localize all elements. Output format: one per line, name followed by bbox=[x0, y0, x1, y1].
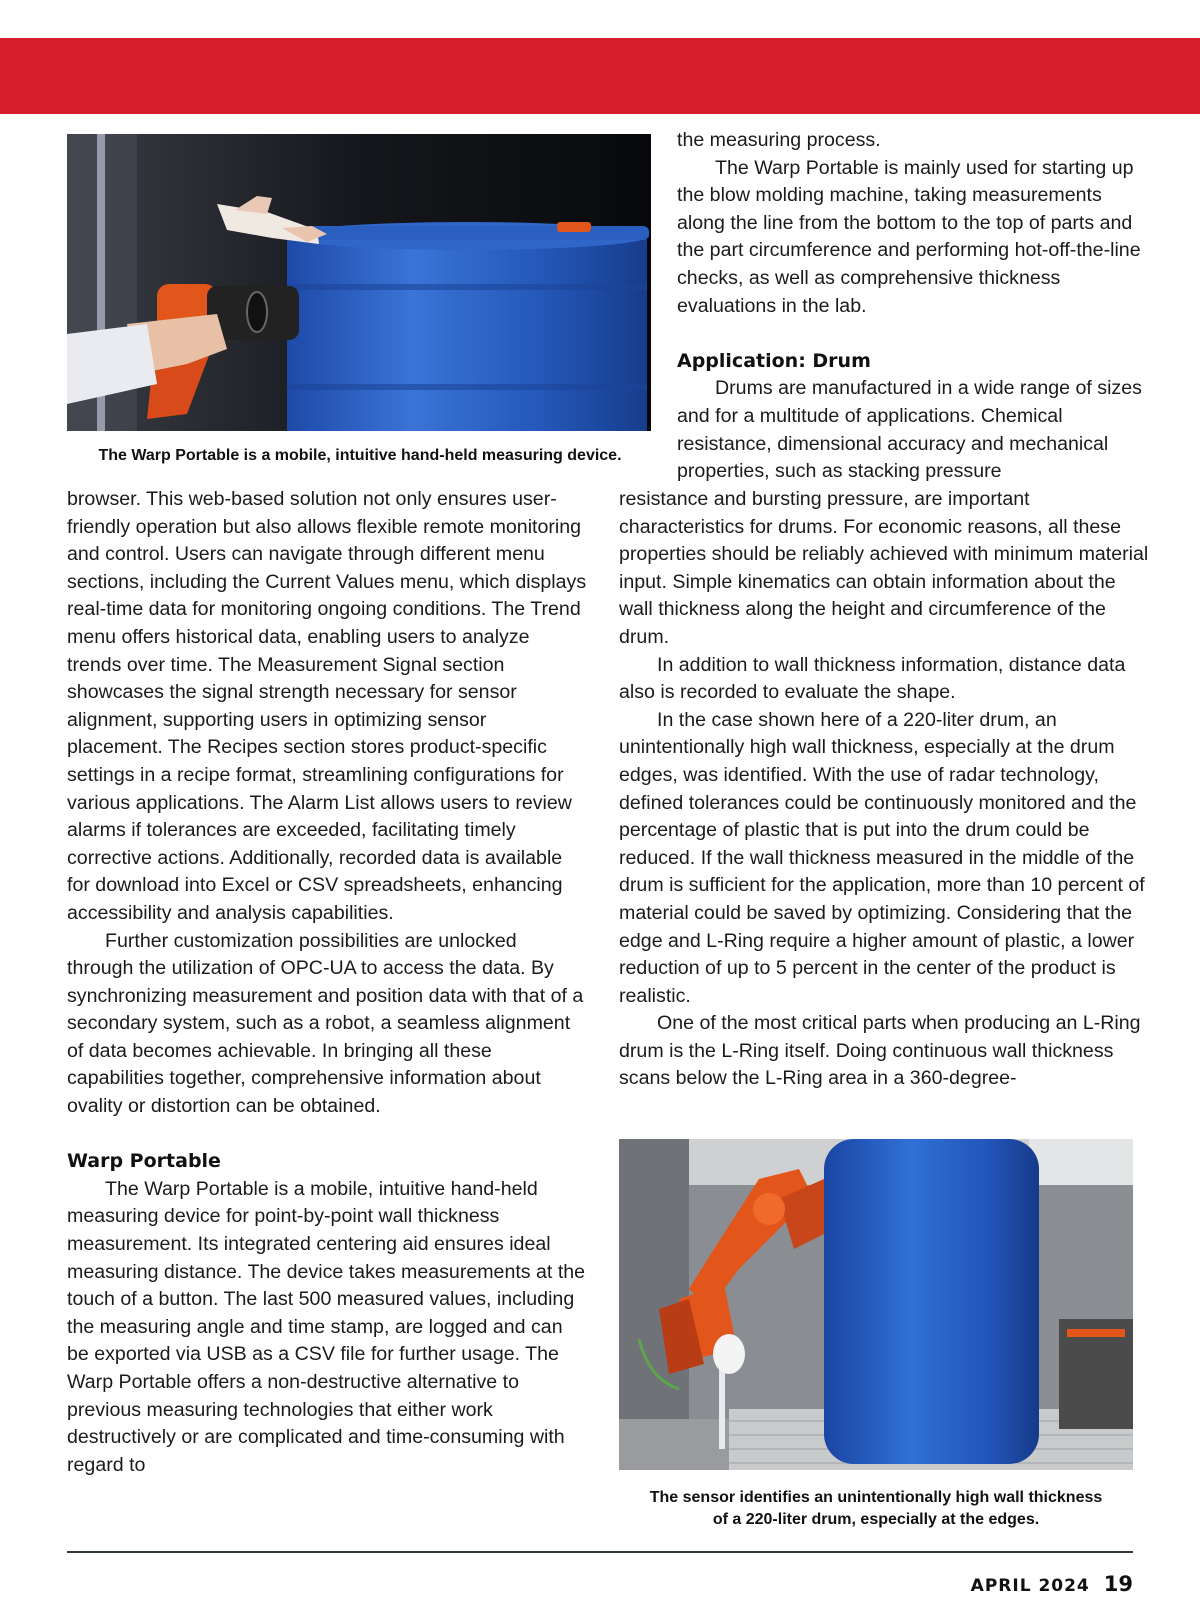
section-heading: Application: Drum bbox=[677, 349, 871, 372]
caption-line: The sensor identifies an unintentionally high wall thickness bbox=[649, 1489, 1103, 1506]
photo-robot-sensor-drum-illustration bbox=[619, 1139, 1133, 1470]
paragraph: resistance and bursting pressure, are important characteristics for drums. For economic reasons, all these properties should be reliably achieved with minimum material input. Simple kinematics can obtain information about the wall thickness along the height and circumference of the drum. bbox=[619, 488, 1149, 648]
footer-divider bbox=[67, 1551, 1133, 1553]
paragraph: In the case shown here of a 220-liter drum, an unintentionally high wall thickness, especially at the drum edges, was identified. With the use of radar technology, defined tolerances could be continuously monitored and the percentage of plastic that is put into the drum could be reduced. If the wall thickness measured in the middle of the drum is sufficient for the application, more than 10 percent of material could be saved by optimizing. Considering that the edge and L-Ring require a higher amount of plastic, a lower reduction of up to 5 percent in the center of the product is realistic. bbox=[619, 708, 1145, 1007]
issue-date: APRIL 2024 bbox=[970, 1576, 1090, 1596]
paragraph: The Warp Portable is mainly used for starting up the blow molding machine, taking measurements along the line from the bottom to the top of parts and the part circumference and performing hot-off-the-line checks, as well as comprehensive thickness evaluations in the lab. bbox=[677, 156, 1141, 317]
paragraph: In addition to wall thickness information, distance data also is recorded to evaluate the shape. bbox=[619, 653, 1126, 704]
photo-caption bbox=[610, 1487, 1142, 1531]
caption-line: of a 220-liter drum, especially at the edges. bbox=[712, 1511, 1040, 1528]
caption-text: The Warp Portable is a mobile, intuitive hand-held measuring device. bbox=[98, 447, 622, 464]
photo-handheld-device-drum bbox=[67, 134, 651, 431]
paragraph: the measuring process. bbox=[677, 129, 881, 151]
paragraph: Further customization possibilities are unlocked through the utilization of OPC-UA to access the data. By synchronizing measurement and position data with that of a secondary system, such as a robot, a seamless alignment of data becomes achievable. In bringing all these capabilities together, comprehensive information about ovality or distortion can be obtained. bbox=[67, 929, 584, 1118]
photo-caption bbox=[60, 445, 660, 467]
photo-robot-sensor-drum bbox=[619, 1139, 1133, 1470]
paragraph: The Warp Portable is a mobile, intuitive hand-held measuring device for point-by-point wall thickness measurement. Its integrated centering aid ensures ideal measuring distance. The device takes measurements at the touch of a button. The last 500 measured values, including the measuring angle and time stamp, are logged and can be exported via USB as a CSV file for further usage. The Warp Portable offers a non-destructive alternative to previous measuring technologies that either work destructively or are complicated and time-consuming with regard to bbox=[67, 1177, 586, 1476]
photo-handheld-device-drum-illustration bbox=[67, 134, 651, 431]
header-color-band bbox=[0, 38, 1200, 114]
right-column-upper bbox=[677, 127, 1147, 486]
section-heading: Warp Portable bbox=[67, 1150, 221, 1173]
page-footer bbox=[971, 1572, 1133, 1596]
paragraph: browser. This web-based solution not only ensures user-friendly operation but also allows flexible remote monitoring and control. Users can navigate through different menu sections, including the Current Values menu, which displays real-time data for monitoring ongoing conditions. The Trend menu offers historical data, enabling users to analyze trends over time. The Measurement Signal section showcases the signal strength necessary for sensor alignment, supporting users in optimizing sensor placement. The Recipes section stores product-specific settings in a recipe format, streamlining configurations for various applications. The Alarm List allows users to review alarms if tolerances are exceeded, facilitating timely corrective actions. Additionally, recorded data is available for download into Excel or CSV spreadsheets, enhancing accessibility and analysis capabilities. bbox=[67, 488, 587, 924]
page-number: 19 bbox=[1103, 1572, 1133, 1596]
paragraph: Drums are manufactured in a wide range of sizes and for a multitude of applications. Chemical resistance, dimensional accuracy and mechanical properties, such as stacking pressure bbox=[677, 377, 1142, 483]
left-column bbox=[67, 486, 587, 1479]
right-column-lower bbox=[619, 486, 1149, 1093]
paragraph: One of the most critical parts when producing an L-Ring drum is the L-Ring itself. Doing continuous wall thickness scans below the L-Ring area in a 360-degree- bbox=[619, 1012, 1141, 1090]
